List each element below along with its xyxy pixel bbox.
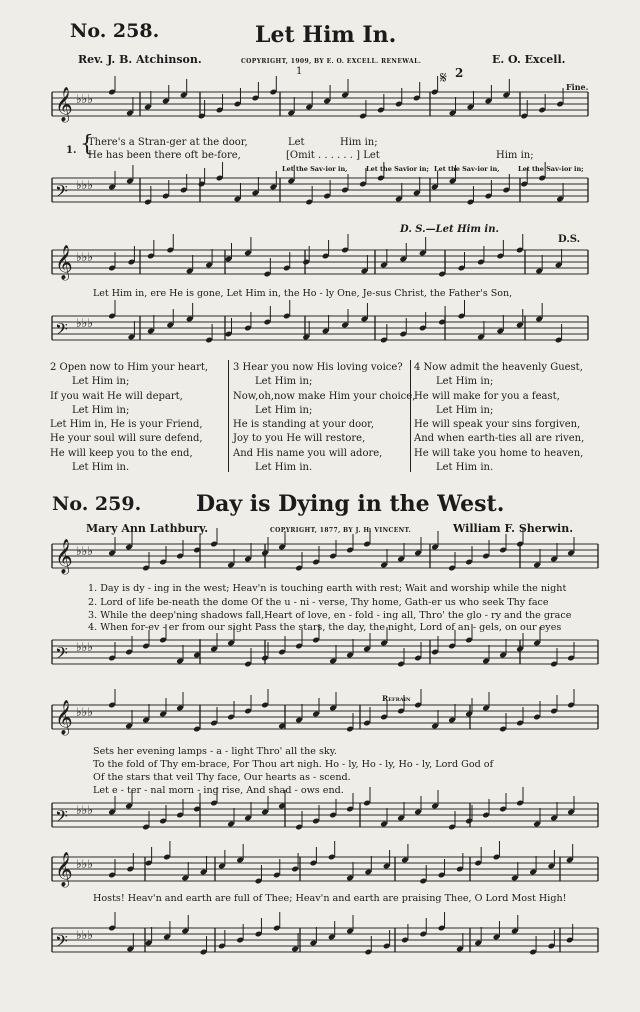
svg-text:𝄢: 𝄢	[55, 931, 68, 955]
bass-echo-4: Let the Sav-ior in;	[518, 165, 584, 173]
svg-text:𝄞: 𝄞	[55, 539, 73, 574]
verse-marker: 1.	[66, 145, 77, 156]
verse-4-line: 4 Now admit the heavenly Guest,	[414, 362, 583, 373]
svg-text:♭♭♭: ♭♭♭	[76, 640, 93, 654]
svg-text:♭♭♭: ♭♭♭	[76, 705, 93, 719]
verse-3-line: Now,oh,now make Him your choice,	[233, 390, 416, 402]
lyric-line-2b: [Omit . . . . . . ] Let	[286, 150, 380, 161]
svg-text:𝄞: 𝄞	[55, 700, 73, 735]
verse-2-line: Let Him in.	[72, 462, 130, 474]
measure-number-2: 2	[455, 66, 464, 80]
verse-3-line: 3 Hear you now His loving voice?	[233, 362, 403, 373]
verse-3-line: Joy to you He will restore,	[233, 433, 366, 445]
bass-echo-3: Let the Sav-ior in,	[434, 165, 500, 173]
hymn-259-copyright: COPYRIGHT, 1877, BY J. H. VINCENT.	[270, 527, 412, 534]
hymn-258-composer: E. O. Excell.	[492, 53, 566, 66]
svg-text:♭♭♭: ♭♭♭	[76, 803, 93, 817]
refrain-lyric-258: Let Him in, ere He is gone, Let Him in, the Ho - ly One, Je-sus Christ, the Father's Son,	[93, 288, 513, 299]
hymn-259-author: Mary Ann Lathbury.	[86, 522, 209, 535]
verse-4-block	[414, 361, 584, 475]
verse-2-line: Let Him in;	[72, 376, 130, 388]
stanza-line-3: 3. While the deep'ning shadows fall,Heart of love, en - fold - ing all, Thro' the glo - ry and the grace	[88, 610, 572, 621]
hymn-258-title: Let Him In.	[255, 22, 397, 48]
bass-echo-1: Let the Sav-ior in,	[282, 165, 348, 173]
verse-3-line: And His name you will adore,	[233, 447, 383, 459]
verse-2-line: Let Him in;	[72, 404, 130, 416]
verse-3-block	[233, 361, 415, 475]
hymn-259-composer: William F. Sherwin.	[453, 522, 574, 535]
verse-3-line: Let Him in;	[255, 376, 313, 388]
refrain-label: Refrain	[382, 694, 411, 703]
hymn-259-number: No. 259.	[52, 493, 142, 515]
svg-text:𝄢: 𝄢	[55, 643, 68, 667]
svg-text:♭♭♭: ♭♭♭	[76, 250, 93, 264]
measure-number-1: 1	[296, 66, 303, 77]
bass-echo-2: Let the Savior in;	[366, 165, 429, 173]
verse-4-line: Let Him in.	[436, 462, 494, 474]
fine-marker: Fine.	[566, 82, 589, 92]
stanza-line-4: 4. When for-ev - er from our sight Pass the stars, the day, the night, Lord of an - gels, on our eyes	[88, 622, 562, 633]
lyric-line-2c: Him in;	[496, 150, 534, 161]
verse-2-line: If you wait He will depart,	[50, 390, 183, 402]
verse-2-block	[50, 361, 208, 475]
hymn-259-title: Day is Dying in the West.	[196, 491, 505, 517]
hymn-258-author: Rev. J. B. Atchinson.	[78, 53, 202, 66]
refrain-lyric-259: Hosts! Heav'n and earth are full of Thee; Heav'n and earth are praising Thee, O Lord Most High!	[93, 893, 567, 904]
svg-text:𝄢: 𝄢	[55, 319, 68, 343]
lyric-line-1a: There's a Stran-ger at the door,	[88, 137, 248, 148]
svg-text:𝄞: 𝄞	[55, 87, 73, 122]
second-line-2: To the fold of Thy em-brace, For Thou art nigh. Ho - ly, Ho - ly, Ho - ly, Lord God of	[93, 759, 494, 770]
verse-4-line: He will make for you a feast,	[414, 390, 560, 402]
svg-text:𝄢: 𝄢	[55, 806, 68, 830]
verse-3-line: He is standing at your door,	[233, 419, 375, 431]
svg-text:♭♭♭: ♭♭♭	[76, 316, 93, 330]
second-line-4: Let e - ter - nal morn - ing rise, And shad - ows end.	[93, 785, 344, 796]
svg-text:𝄞: 𝄞	[55, 245, 73, 280]
svg-text:♭♭♭: ♭♭♭	[76, 857, 93, 871]
second-line-3: Of the stars that veil Thy face, Our hearts as - scend.	[93, 772, 351, 783]
stanza-line-2: 2. Lord of life be-neath the dome Of the u - ni - verse, Thy home, Gath-er us who seek Thy face	[88, 597, 549, 608]
verse-3-line: Let Him in;	[255, 404, 313, 416]
svg-text:𝄢: 𝄢	[55, 181, 68, 205]
verse-4-line: He will speak your sins forgiven,	[414, 419, 581, 431]
svg-text:♭♭♭: ♭♭♭	[76, 92, 93, 106]
verse-2-line: He will keep you to the end,	[50, 447, 193, 459]
lyric-line-1c: Him in;	[340, 137, 378, 148]
verse-2-line: Let Him in, He is your Friend,	[50, 419, 203, 431]
lyric-line-1b: Let	[288, 137, 305, 148]
svg-text:♭♭♭: ♭♭♭	[76, 544, 93, 558]
ds-line: D. S.—Let Him in.	[400, 224, 499, 235]
svg-text:♭♭♭: ♭♭♭	[76, 928, 93, 942]
verse-3-line: Let Him in.	[255, 462, 313, 474]
verse-4-line: He will take you home to heaven,	[414, 447, 584, 459]
lyric-line-2a: He has been there oft be-fore,	[88, 150, 241, 161]
svg-text:𝄞: 𝄞	[55, 852, 73, 887]
verse-4-line: And when earth-ties all are riven,	[414, 433, 585, 445]
second-line-1: Sets her evening lamps - a - light Thro' all the sky.	[93, 746, 337, 757]
verse-2-line: He your soul will sure defend,	[50, 433, 203, 445]
verse-4-line: Let Him in;	[436, 404, 494, 416]
verse-2-line: 2 Open now to Him your heart,	[50, 362, 209, 373]
verse-4-line: Let Him in;	[436, 376, 494, 388]
hymn-258-copyright: COPYRIGHT, 1909, BY E. O. EXCELL. RENEWAL.	[241, 58, 422, 65]
verse-brace: {	[80, 132, 94, 157]
ds-mark: D.S.	[558, 234, 581, 245]
hymn-258-number: No. 258.	[70, 20, 160, 42]
verse-divider-1	[228, 360, 229, 472]
stanza-line-1: 1. Day is dy - ing in the west; Heav'n is touching earth with rest; Wait and worship while the night	[88, 583, 567, 594]
segno-sign: 𝄋	[440, 68, 447, 87]
svg-text:♭♭♭: ♭♭♭	[76, 178, 93, 192]
